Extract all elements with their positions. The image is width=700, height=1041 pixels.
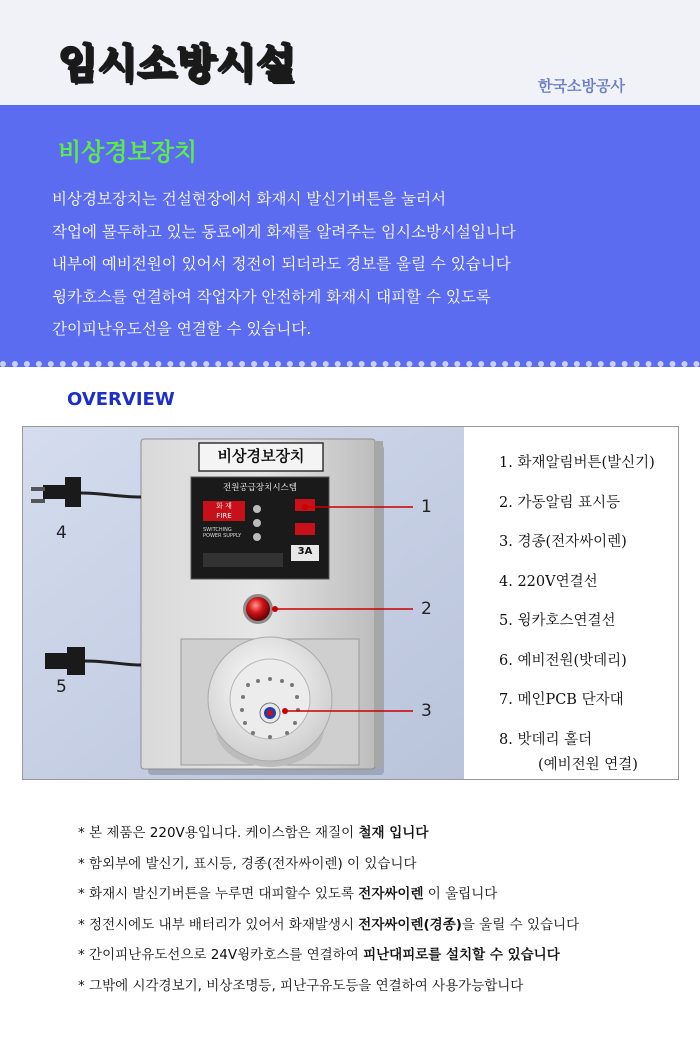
panel-fire-label (203, 501, 245, 521)
legend-item: 6. 예비전원(밧데리) (499, 652, 627, 669)
legend-item: 2. 가동알림 표시등 (499, 494, 621, 511)
note-text: * 화재시 발신기버튼을 누루면 대피할수 있도록 (78, 886, 359, 902)
note-item (78, 940, 678, 971)
note-emphasis: 피난대피로를 설치할 수 있습니다 (363, 947, 560, 963)
note-text: * 그밖에 시각경보기, 비상조명등, 피난구유도등을 연결하여 사용가능합니다 (78, 977, 524, 994)
note-text: * 정전시에도 내부 배터리가 있어서 화재발생시 (78, 916, 359, 933)
note-item (78, 971, 678, 1002)
overview-heading: OVERVIEW (67, 389, 175, 410)
panel-amp-label: 3A (297, 546, 313, 557)
organization-name: 한국소방공사 (538, 77, 625, 95)
legend-item: 5. 윙카호스연결선 (499, 613, 616, 629)
note-emphasis: 전자싸이렌 (358, 886, 424, 902)
device-illustration (23, 427, 464, 779)
intro-line: 윙카호스를 연결하여 작업자가 안전하게 화재시 대피할 수 있도록 (52, 287, 491, 306)
device-label: 비상경보장치 (217, 447, 305, 465)
intro-line: 내부에 예비전원이 있어서 정전이 되더라도 경보를 울릴 수 있습니다 (52, 255, 511, 273)
callout-4: 4 (56, 523, 67, 543)
panel-switching-label: SWITCHING POWER SUPPLY (203, 527, 242, 539)
intro-line: 비상경보장치는 건설현장에서 화재시 발신기버튼을 눌러서 (52, 190, 447, 208)
note-text: * 본 제품은 220V용입니다. 케이스함은 재질이 (78, 825, 359, 841)
note-text: * 함외부에 발신기, 표시등, 경종(전자싸이렌) 이 있습니다 (78, 855, 417, 872)
legend-item: 8. 밧데리 홀더 (499, 731, 593, 748)
note-text: * 간이피난유도선으로 24V윙카호스를 연결하여 (78, 947, 364, 963)
legend-item: 3. 경종(전자싸이렌) (499, 534, 627, 550)
callout-3: 3 (421, 701, 432, 721)
intro-line: 간이피난유도선을 연결할 수 있습니다. (52, 320, 312, 338)
panel-fire-en: FIRE (216, 512, 232, 520)
section-title: 비상경보장치 (58, 138, 198, 166)
intro-line: 작업에 몰두하고 있는 동료에게 화재를 알려주는 임시소방시설입니다 (52, 222, 516, 241)
note-item (78, 879, 678, 910)
callout-2: 2 (421, 599, 432, 619)
note-item (78, 849, 678, 880)
intro-text (52, 183, 672, 346)
callout-1: 1 (421, 497, 432, 517)
product-figure (22, 426, 679, 780)
page-title: 임시소방시설 (58, 41, 296, 87)
note-text: 을 울릴 수 있습니다 (461, 916, 580, 933)
component-legend (499, 451, 679, 774)
note-text: 이 울립니다 (423, 886, 498, 902)
legend-subtext: (예비전원 연결) (538, 757, 638, 773)
legend-item: 7. 메인PCB 단자대 (499, 692, 624, 708)
callout-5: 5 (56, 677, 67, 697)
panel-title: 전원공급장치시스템 (223, 483, 297, 493)
note-emphasis: 철재 입니다 (358, 825, 429, 841)
legend-item: 1. 화재알림버튼(발신기) (499, 455, 655, 471)
legend-item: 4. 220V연결선 (499, 573, 598, 590)
product-photo (23, 427, 464, 779)
panel-fire-ko: 화 재 (216, 502, 232, 510)
note-item (78, 910, 678, 941)
notes-list (78, 818, 678, 1001)
indicator-lamp (246, 597, 270, 621)
note-emphasis: 전자싸이렌(경종) (358, 916, 462, 933)
note-item (78, 818, 678, 849)
